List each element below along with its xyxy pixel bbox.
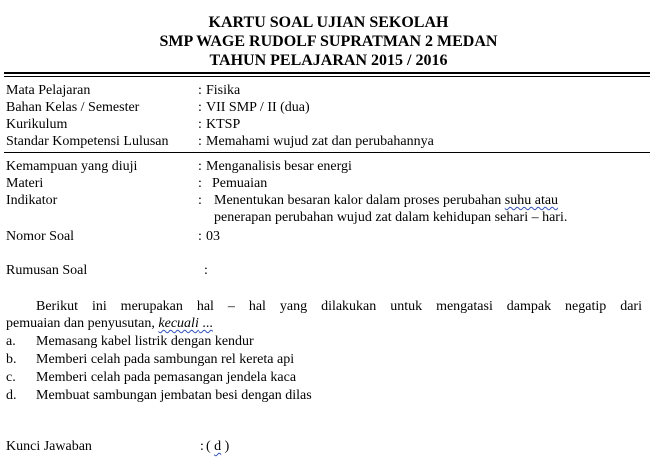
- colon: :: [198, 159, 202, 174]
- nomor-soal-value: 03: [206, 229, 220, 244]
- option-text: Membuat sambungan jembatan besi dengan dilas: [36, 388, 312, 403]
- mata-pelajaran-label: Mata Pelajaran: [6, 83, 91, 98]
- header-year: TAHUN PELAJARAN 2015 / 2016: [209, 52, 448, 69]
- colon: :: [198, 193, 202, 208]
- colon: :: [200, 439, 204, 454]
- standar-value: Memahami wujud zat dan perubahannya: [206, 134, 434, 149]
- header-rule-thin: [4, 76, 650, 77]
- kemampuan-label: Kemampuan yang diuji: [6, 159, 138, 174]
- option-text: Memberi celah pada sambungan rel kereta api: [36, 352, 295, 367]
- kurikulum-value: KTSP: [206, 117, 241, 132]
- standar-label: Standar Kompetensi Lulusan: [6, 134, 169, 149]
- kunci-value: [206, 438, 229, 455]
- materi-label: Materi: [6, 176, 44, 191]
- option-key: d.: [6, 388, 17, 403]
- header-title: KARTU SOAL UJIAN SEKOLAH: [208, 14, 449, 31]
- question-text-2a: pemuaian dan penyusutan,: [6, 316, 159, 331]
- kurikulum-label: Kurikulum: [6, 117, 68, 132]
- question-text-2: [6, 315, 213, 332]
- header-school: SMP WAGE RUDOLF SUPRATMAN 2 MEDAN: [159, 33, 498, 50]
- colon: :: [198, 229, 202, 244]
- kunci-answer: d: [214, 439, 222, 454]
- info-divider: [4, 152, 650, 153]
- nomor-soal-label: Nomor Soal: [6, 229, 75, 244]
- colon: :: [198, 83, 202, 98]
- indikator-line-2: penerapan perubahan wujud zat dalam kehidupan sehari – hari.: [214, 210, 568, 225]
- kunci-open: (: [206, 439, 215, 454]
- question-line-1: Berikut ini merupakan hal – hal yang dilakukan untuk mengatasi dampak negatip dari: [36, 299, 642, 314]
- colon: :: [198, 176, 202, 191]
- question-text: [36, 298, 642, 315]
- colon: :: [204, 263, 208, 278]
- colon: :: [198, 117, 202, 132]
- option-text: Memasang kabel listrik dengan kendur: [36, 334, 254, 349]
- question-ellipsis: ...: [198, 316, 213, 331]
- kecuali-word: kecuali: [158, 316, 199, 331]
- mata-pelajaran-value: Fisika: [206, 83, 241, 98]
- colon: :: [198, 100, 202, 115]
- rumusan-label: Rumusan Soal: [6, 263, 88, 278]
- bahan-kelas-value: VII SMP / II (dua): [206, 100, 310, 115]
- colon: :: [198, 134, 202, 149]
- option-key: b.: [6, 352, 17, 367]
- header-rule-thick: [4, 72, 650, 74]
- materi-value: Pemuaian: [212, 176, 268, 191]
- option-key: a.: [6, 334, 16, 349]
- kemampuan-value: Menganalisis besar energi: [206, 159, 352, 174]
- indikator-text-1: Menentukan besaran kalor dalam proses perubahan: [214, 193, 505, 208]
- indikator-spellcheck-word: suhu atau: [504, 193, 559, 208]
- indikator-label: Indikator: [6, 193, 58, 208]
- indikator-line-1: [214, 192, 558, 209]
- kunci-close: ): [221, 439, 230, 454]
- bahan-kelas-label: Bahan Kelas / Semester: [6, 100, 140, 115]
- option-key: c.: [6, 370, 16, 385]
- option-text: Memberi celah pada pemasangan jendela kaca: [36, 370, 297, 385]
- kunci-label: Kunci Jawaban: [6, 439, 92, 454]
